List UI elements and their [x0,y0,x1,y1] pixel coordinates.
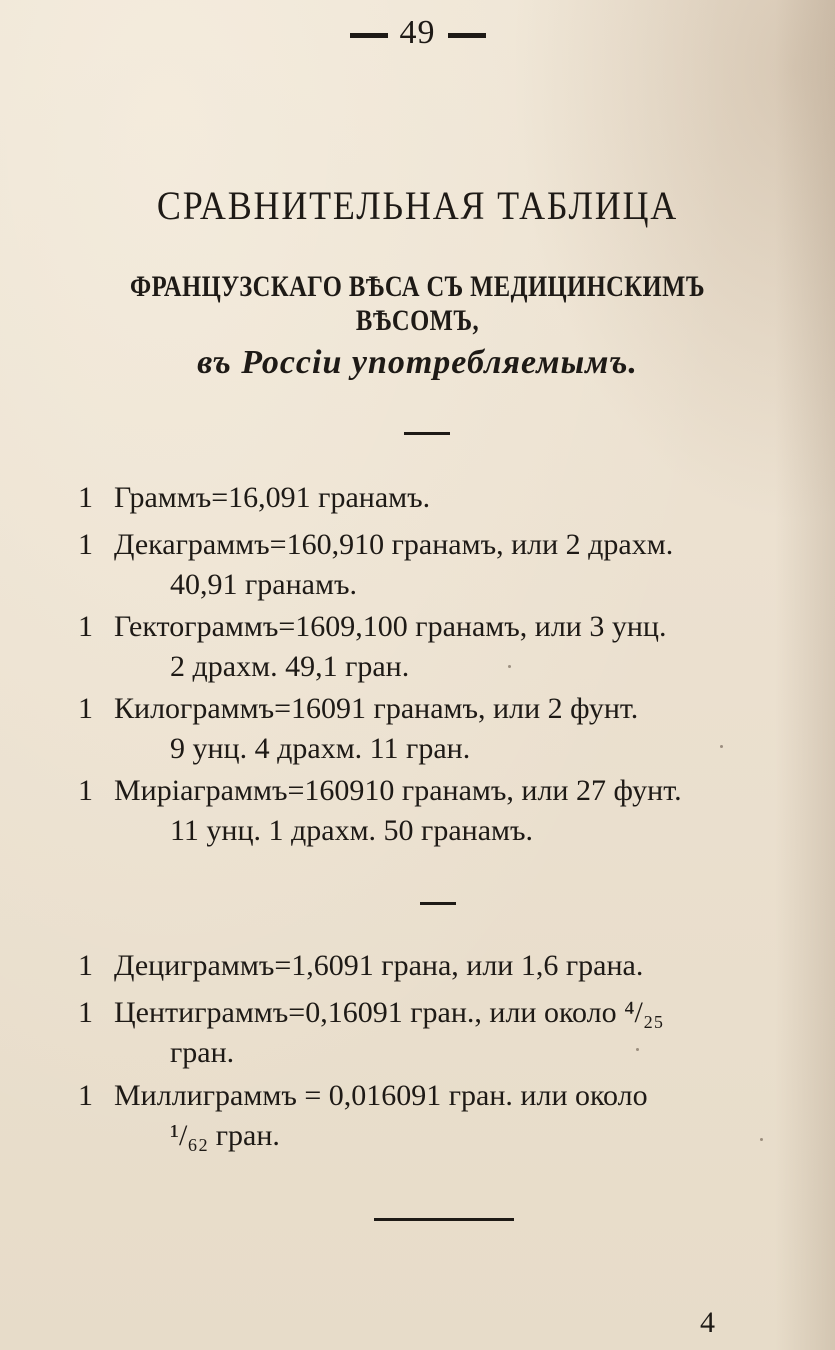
table-entry-kilogram [78,689,808,769]
page-header [0,14,835,52]
section-rule-1 [404,432,450,435]
entry-number: 1 [78,949,93,982]
entry-continuation: 40,91 гранамъ. [170,568,357,601]
page-title: СРАВНИТЕЛЬНАЯ ТАБЛИЦА [156,183,679,228]
entry-continuation: 2 драхм. 49,1 гран. [170,650,410,683]
paper-speck [720,745,723,748]
entry-number: 1 [78,1079,93,1112]
entry-continuation: 11 унц. 1 драхм. 50 гранамъ. [170,814,534,847]
entry-text: Дециграммъ=1,6091 грана, или 1,6 грана. [114,949,644,982]
entry-text: Гектограммъ=1609,100 гранамъ, или 3 унц. [114,610,667,643]
table-entry-centigram [78,993,808,1073]
entry-number: 1 [78,528,93,561]
entry-number: 1 [78,996,93,1029]
paper-speck [760,1138,763,1141]
table-entry-hectogram [78,607,808,687]
entry-text: Декаграммъ=160,910 гранамъ, или 2 драхм. [114,528,674,561]
header-dash-right [448,33,486,38]
header-dash-left [350,33,388,38]
page-subtitle-blackletter: въ Россіи употребляемымъ. [197,344,638,381]
signature-mark: 4 [700,1306,715,1339]
table-entry-decigram [78,946,808,986]
entry-text: Миріаграммъ=160910 гранамъ, или 27 фунт. [114,774,682,807]
entry-number: 1 [78,481,93,514]
entry-text: Центиграммъ=0,16091 гран., или около ⁴/₂₅ [114,996,664,1029]
table-entry-myriagram [78,771,808,851]
page-subtitle: ФРАНЦУЗСКАГО ВѢСА СЪ МЕДИЦИНСКИМЪ ВѢСОМЪ, [130,270,705,337]
entry-number: 1 [78,610,93,643]
entry-number: 1 [78,692,93,725]
entry-number: 1 [78,774,93,807]
entry-text: Граммъ=16,091 гранамъ. [114,481,431,514]
closing-rule [374,1218,514,1221]
paper-speck [508,665,511,668]
table-entry-gram [78,478,808,518]
table-entry-decagram [78,525,808,605]
section-rule-2 [420,902,456,905]
paper-speck [636,1048,639,1051]
entry-text: Миллиграммъ = 0,016091 гран. или около [114,1079,648,1112]
page-number: 49 [399,14,436,51]
entry-text: Килограммъ=16091 гранамъ, или 2 фунт. [114,692,639,725]
entry-continuation: ¹/₆₂ гран. [170,1119,280,1152]
entry-continuation: гран. [170,1036,235,1069]
entry-continuation: 9 унц. 4 драхм. 11 гран. [170,732,471,765]
table-entry-milligram [78,1076,808,1156]
